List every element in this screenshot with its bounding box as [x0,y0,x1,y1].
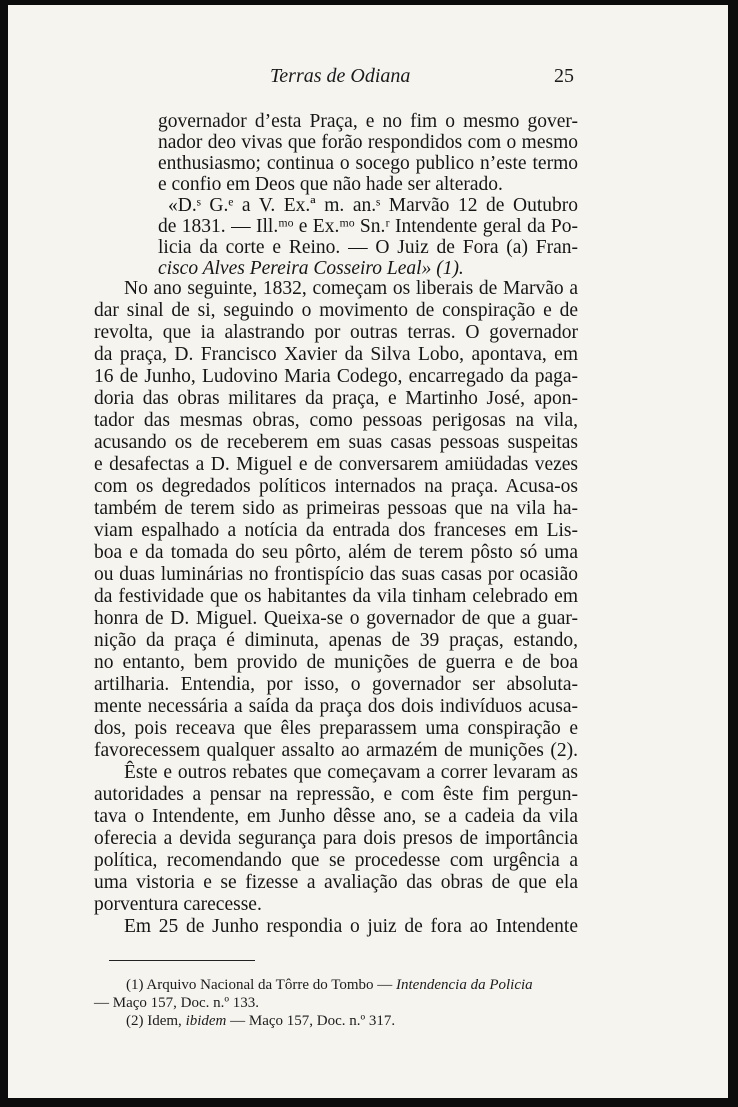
paragraph-line: acusando os de receberem em suas casas pessoas suspeitas [94,432,578,453]
paragraph-line: oferecia a devida segurança para dois presos de importância [94,828,578,849]
footnote-divider [109,960,255,961]
footnote-1 [126,976,533,994]
paragraph-line: autoridades a pensar na repressão, e com êste fim pergun- [94,784,578,805]
paragraph-line: da festividade que os habitantes da vila tinham celebrado em [94,586,578,607]
paragraph-line: revolta, que ia alastrando por outras terras. O governador [94,322,578,343]
quote-line: licia da corte e Reino. — O Juiz de Fora (a) Fran- [158,237,578,258]
quote-line: e confio em Deos que não hade ser alterado. [158,174,503,195]
footnote-1-continued: — Maço 157, Doc. n.º 133. [94,995,260,1011]
paragraph-line: doria das obras militares da praça, e Martinho José, apon- [94,388,578,409]
quote-line: «D.ˢ G.ᵉ a V. Ex.ª m. an.ˢ Marvão 12 de Outubro [168,195,578,216]
paragraph-line: 16 de Junho, Ludovino Maria Codego, encarregado da paga- [94,366,578,387]
paragraph-line: com os degredados políticos internados na praça. Acusa-os [94,476,578,497]
footnote-2-text: (2) Idem, [126,1013,186,1029]
running-head [8,65,728,89]
footnote-1-text: (1) Arquivo Nacional da Tôrre do Tombo — [126,977,397,993]
paragraph-line: Êste e outros rebates que começavam a correr levaram as [124,762,578,783]
paragraph-line: honra de D. Miguel. Queixa-se o governador de que a guar- [94,608,578,629]
paragraph-line: viam espalhado a notícia da entrada dos franceses em Lis- [94,520,578,541]
footnote-2-ref: — Maço 157, Doc. n.º 317. [226,1013,396,1029]
paragraph-line: dos, pois receava que êles preparassem uma conspiração e [94,718,578,739]
paragraph-line: no entanto, bem provido de munições de guerra e de boa [94,652,578,673]
quote-line: enthusiasmo; continua o socego publico n’este termo [158,153,578,174]
page-number: 25 [554,65,574,87]
paragraph-line: também de terem sido as primeiras pessoas que na vila ha- [94,498,578,519]
paragraph-line: da praça, D. Francisco Xavier da Silva Lobo, apontava, em [94,344,578,365]
paragraph-line: tador das mesmas obras, como pessoas perigosas na vila, [94,410,578,431]
paragraph-line: dar sinal de si, seguindo o movimento de conspiração e de [94,300,578,321]
paragraph-line: favorecessem qualquer assalto ao armazém de munições (2). [94,740,578,761]
paragraph-line: boa e da tomada do seu pôrto, além de terem pôsto só uma [94,542,578,563]
paragraph-line: porventura carecesse. [94,894,262,915]
page-title: Terras de Odiana [270,65,411,87]
quote-line: nador deo vivas que forão respondidos com o mesmo [158,132,578,153]
footnote-2-source: ibidem [185,1013,227,1029]
quote-line: governador d’esta Praça, e no fim o mesmo gover- [158,111,578,132]
quote-line: de 1831. — Ill.ᵐᵒ e Ex.ᵐᵒ Sn.ʳ Intendente geral da Po- [158,216,578,237]
paragraph-line: nição da praça é diminuta, apenas de 39 praças, estando, [94,630,578,651]
paragraph-line: tava o Intendente, em Junho dêsse ano, se a cadeia da vila [94,806,578,827]
footnote-2 [126,1012,395,1030]
paragraph-line: artilharia. Entendia, por isso, o governador ser absoluta- [94,674,578,695]
paragraph-line: ou duas luminárias no frontispício das suas casas por ocasião [94,564,578,585]
paragraph-line: Em 25 de Junho respondia o juiz de fora ao Intendente [124,916,578,937]
quote-line: cisco Alves Pereira Cosseiro Leal» (1). [158,258,464,279]
paragraph-line: política, recomendando que se procedesse com urgência a [94,850,578,871]
paragraph-line: uma vistoria e se fizesse a avaliação das obras de que ela [94,872,578,893]
paragraph-line: e desafectas a D. Miguel e de conversarem amiüdadas vezes [94,454,578,475]
paragraph-line: mente necessária a saída da praça dos dois indivíduos acusa- [94,696,578,717]
footnote-1-source: Intendencia da Policia [396,977,533,993]
paragraph-line: No ano seguinte, 1832, começam os liberais de Marvão a [124,278,578,299]
